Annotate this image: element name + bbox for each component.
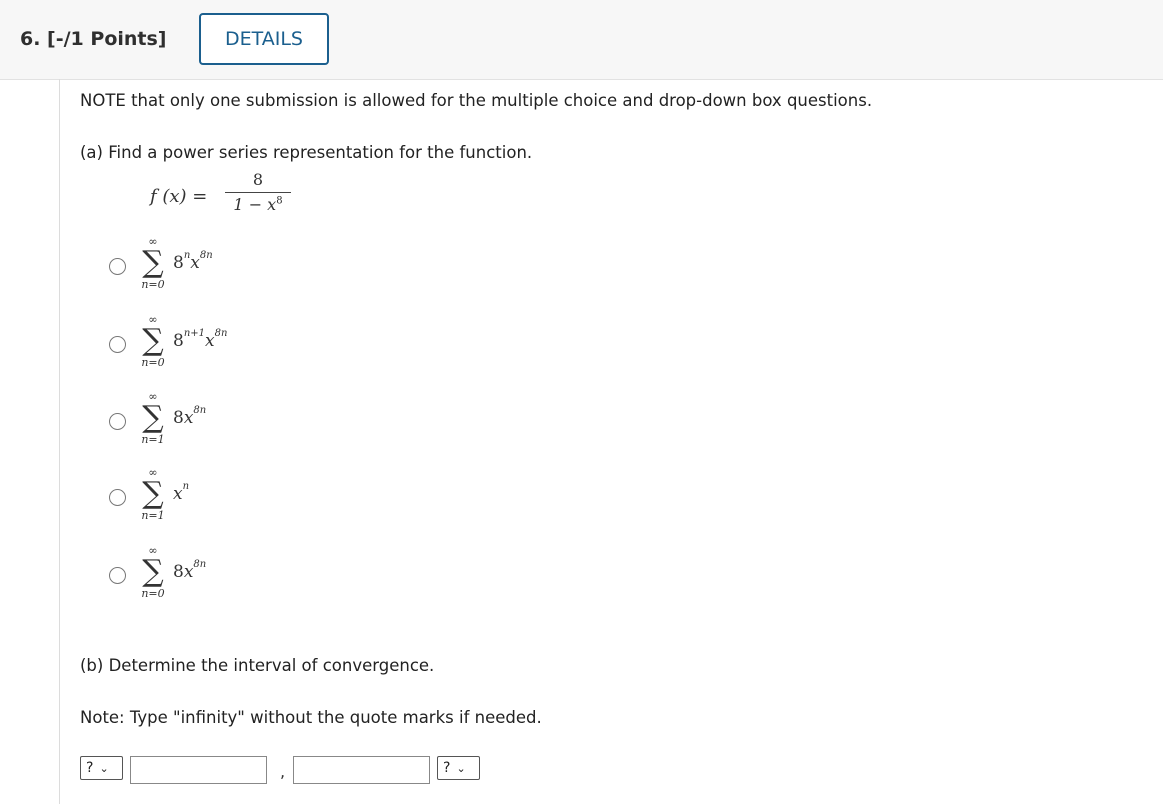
sum-upper: ∞ xyxy=(148,235,158,248)
chevron-down-icon: ⌄ xyxy=(99,761,109,775)
sum-upper: ∞ xyxy=(148,313,158,326)
option-5-sum xyxy=(137,545,169,601)
term-var-exp: 8n xyxy=(214,328,228,340)
sigma-icon: ∑ xyxy=(142,554,164,589)
option-4-radio[interactable] xyxy=(109,489,126,506)
denominator-base: 1 − x xyxy=(233,195,277,214)
fraction-bar xyxy=(225,192,291,193)
term-coef: 8 xyxy=(173,253,184,273)
sigma-icon: ∑ xyxy=(142,400,164,435)
option-2-radio[interactable] xyxy=(109,336,126,353)
left-bracket-select[interactable] xyxy=(80,756,123,780)
sum-lower: n=0 xyxy=(141,278,165,291)
term-coef-exp: n xyxy=(183,250,191,262)
function-fraction xyxy=(225,170,291,214)
option-3-radio[interactable] xyxy=(109,413,126,430)
term-var-exp: 8n xyxy=(193,405,207,417)
option-1-term xyxy=(173,250,213,273)
chevron-down-icon: ⌄ xyxy=(456,761,466,775)
term-coef-exp: n+1 xyxy=(183,328,206,340)
option-4-term xyxy=(173,481,190,504)
option-3-sum xyxy=(137,391,169,447)
option-3-term xyxy=(173,405,207,428)
sigma-icon: ∑ xyxy=(142,323,164,358)
part-b-note: Note: Type "infinity" without the quote marks if needed. xyxy=(80,708,542,727)
option-1-sum xyxy=(137,236,169,292)
option-5-radio[interactable] xyxy=(109,567,126,584)
sum-lower: n=1 xyxy=(141,433,165,446)
sum-upper: ∞ xyxy=(148,466,158,479)
sigma-icon: ∑ xyxy=(142,245,164,280)
upper-bound-input[interactable] xyxy=(293,756,430,784)
term-var: x xyxy=(183,408,194,428)
content-divider xyxy=(59,79,60,804)
term-var: x xyxy=(205,331,215,351)
option-5-term xyxy=(173,559,207,582)
option-2-term xyxy=(173,328,228,351)
term-coef: 8 xyxy=(173,562,184,582)
right-bracket-value: ? xyxy=(443,760,451,776)
sigma-icon: ∑ xyxy=(142,476,164,511)
option-2-sum xyxy=(137,314,169,370)
fraction-numerator: 8 xyxy=(252,170,264,189)
sum-lower: n=0 xyxy=(141,356,165,369)
sum-upper: ∞ xyxy=(148,390,158,403)
part-a-prompt: (a) Find a power series representation for the function. xyxy=(80,143,533,162)
left-bracket-value: ? xyxy=(86,760,94,776)
right-bracket-select[interactable] xyxy=(437,756,480,780)
question-header xyxy=(0,0,1163,80)
term-var-exp: 8n xyxy=(199,250,213,262)
term-coef: 8 xyxy=(173,408,184,428)
option-1-radio[interactable] xyxy=(109,258,126,275)
function-lhs: f (x) = xyxy=(150,186,208,207)
option-4-sum xyxy=(137,467,169,523)
term-var-exp: n xyxy=(182,481,190,493)
fraction-denominator xyxy=(225,195,291,214)
details-button[interactable]: DETAILS xyxy=(199,13,329,65)
question-number: 6. [-/1 Points] xyxy=(20,28,167,50)
term-var: x xyxy=(173,484,183,504)
lower-bound-input[interactable] xyxy=(130,756,267,784)
term-var: x xyxy=(183,562,194,582)
sum-lower: n=0 xyxy=(141,587,165,600)
term-var-exp: 8n xyxy=(193,559,207,571)
sum-lower: n=1 xyxy=(141,509,165,522)
term-coef: 8 xyxy=(173,331,184,351)
part-b-prompt: (b) Determine the interval of convergence. xyxy=(80,656,435,675)
sum-upper: ∞ xyxy=(148,544,158,557)
interval-comma: , xyxy=(280,762,286,781)
denominator-exponent: 8 xyxy=(276,195,283,207)
submission-note: NOTE that only one submission is allowed for the multiple choice and drop-down box questions. xyxy=(80,91,873,110)
term-var: x xyxy=(190,253,200,273)
